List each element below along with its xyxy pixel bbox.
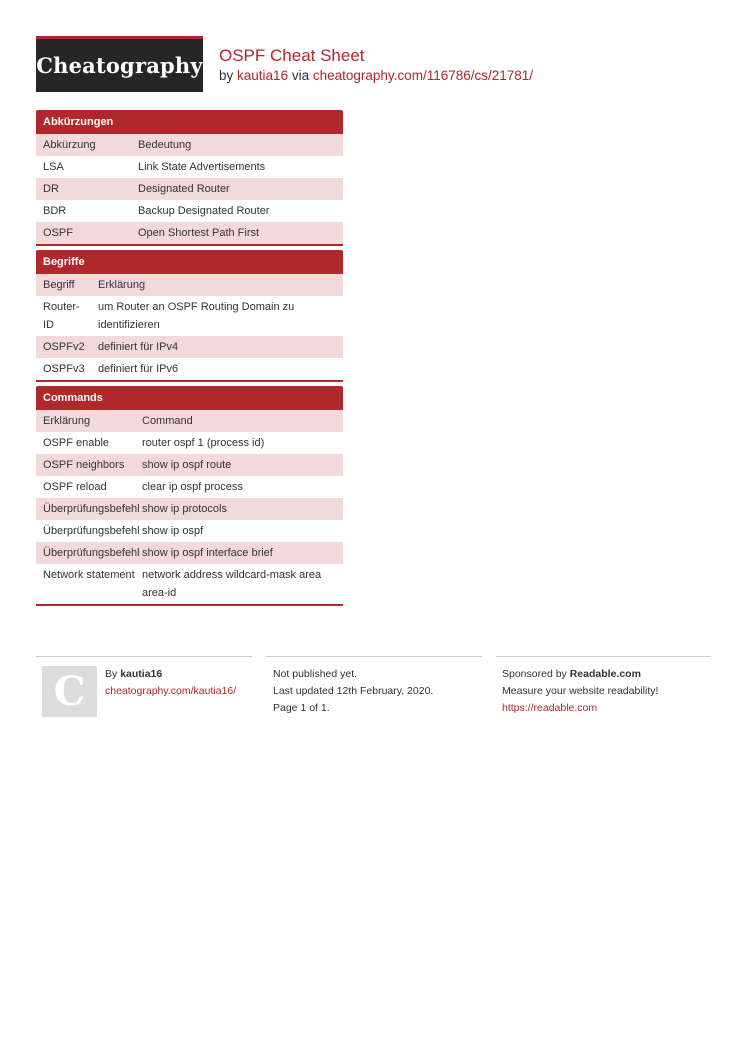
table-cell: Link State Advertisements [138, 161, 266, 173]
table-cell: Designated Router [138, 183, 230, 195]
table-cell: Router-ID [43, 301, 80, 331]
footer-author-line [105, 666, 236, 683]
byline-via: via [291, 68, 310, 83]
section-title: Begriffe [36, 250, 343, 274]
table-cell: Überprüfungsbefehl [43, 547, 140, 559]
table-cell: OSPF [43, 227, 73, 239]
table-row [36, 178, 343, 200]
section-commands [36, 386, 343, 606]
table-row [36, 336, 343, 358]
table-row [36, 156, 343, 178]
last-updated: Last updated 12th February, 2020. [273, 685, 434, 697]
table-cell: OSPF enable [43, 437, 110, 449]
table-cell: Backup Designated Router [138, 205, 270, 217]
sponsor-link[interactable]: https://readable.com [502, 702, 598, 714]
footer-author-link[interactable]: cheatography.com/kautia16/ [105, 685, 237, 697]
table-cell: Erklärung [43, 415, 91, 427]
table-cell: clear ip ospf process [142, 481, 243, 493]
table-cell: show ip ospf route [142, 459, 232, 471]
table-cell: show ip ospf [142, 525, 204, 537]
sponsor-tagline: Measure your website readability! [502, 685, 659, 697]
footer-sponsor-block [502, 666, 658, 717]
page-title: OSPF Cheat Sheet [219, 46, 365, 65]
page-number: Page 1 of 1. [273, 702, 330, 714]
table-header-row [36, 410, 343, 432]
table-row [36, 296, 343, 336]
table-cell: Erklärung [98, 279, 146, 291]
table-row [36, 432, 343, 454]
table-cell: Abkürzung [43, 139, 96, 151]
table-cell: OSPFv2 [43, 341, 85, 353]
sponsor-line [502, 666, 658, 683]
cheatography-logo[interactable] [36, 36, 203, 92]
byline-by: by [219, 68, 234, 83]
footer-by-label: By [105, 668, 118, 680]
table-row [36, 564, 343, 604]
table-cell: Open Shortest Path First [138, 227, 260, 239]
table-row [36, 476, 343, 498]
table-cell: Network statement [43, 569, 135, 581]
table-cell: Command [142, 415, 193, 427]
section-abkuerzungen [36, 110, 343, 246]
table-cell: OSPF reload [43, 481, 107, 493]
footer-author-name: kautia16 [120, 668, 163, 680]
byline [219, 68, 533, 83]
table-cell: network address wildcard-mask area area-id [142, 569, 322, 599]
table-cell: router ospf 1 (process id) [142, 437, 265, 449]
footer-publish-block [273, 666, 433, 717]
table-cell: DR [43, 183, 59, 195]
table-cell: definiert für IPv4 [98, 341, 179, 353]
table-cell: Überprüfungsbefehl [43, 525, 140, 537]
publish-status: Not published yet. [273, 668, 358, 680]
author-link[interactable]: kautia16 [237, 68, 289, 83]
table-header-row [36, 134, 343, 156]
table-cell: OSPF neighbors [43, 459, 125, 471]
avatar-letter: C [53, 668, 86, 715]
section-title: Abkürzungen [36, 110, 343, 134]
logo-text: Cheatography [36, 53, 203, 78]
sponsor-name: Readable.com [569, 668, 641, 680]
table-row [36, 222, 343, 244]
table-header-row [36, 274, 343, 296]
table-row [36, 454, 343, 476]
section-title: Commands [36, 386, 343, 410]
section-begriffe [36, 250, 343, 382]
table-cell: Begriff [43, 279, 75, 291]
footer [36, 656, 711, 726]
table-row [36, 358, 343, 380]
table-cell: show ip protocols [142, 503, 227, 515]
table-cell: OSPFv3 [43, 363, 85, 375]
table-cell: Überprüfungsbefehl [43, 503, 140, 515]
footer-author-block [105, 666, 236, 700]
avatar[interactable] [42, 666, 97, 717]
table-row [36, 520, 343, 542]
footer-divider [36, 656, 252, 657]
table-row [36, 200, 343, 222]
table-cell: um Router an OSPF Routing Domain zu identifizieren [98, 301, 295, 331]
sheet-url-link[interactable]: cheatography.com/116786/cs/21781/ [312, 68, 534, 83]
footer-divider [496, 656, 711, 657]
table-cell: definiert für IPv6 [98, 363, 179, 375]
table-cell: LSA [43, 161, 64, 173]
table-row [36, 542, 343, 564]
table-row [36, 498, 343, 520]
table-cell: show ip ospf interface brief [142, 547, 273, 559]
table-cell: Bedeutung [138, 139, 192, 151]
table-cell: BDR [43, 205, 67, 217]
sponsored-by-label: Sponsored by [502, 668, 567, 680]
footer-divider [266, 656, 482, 657]
